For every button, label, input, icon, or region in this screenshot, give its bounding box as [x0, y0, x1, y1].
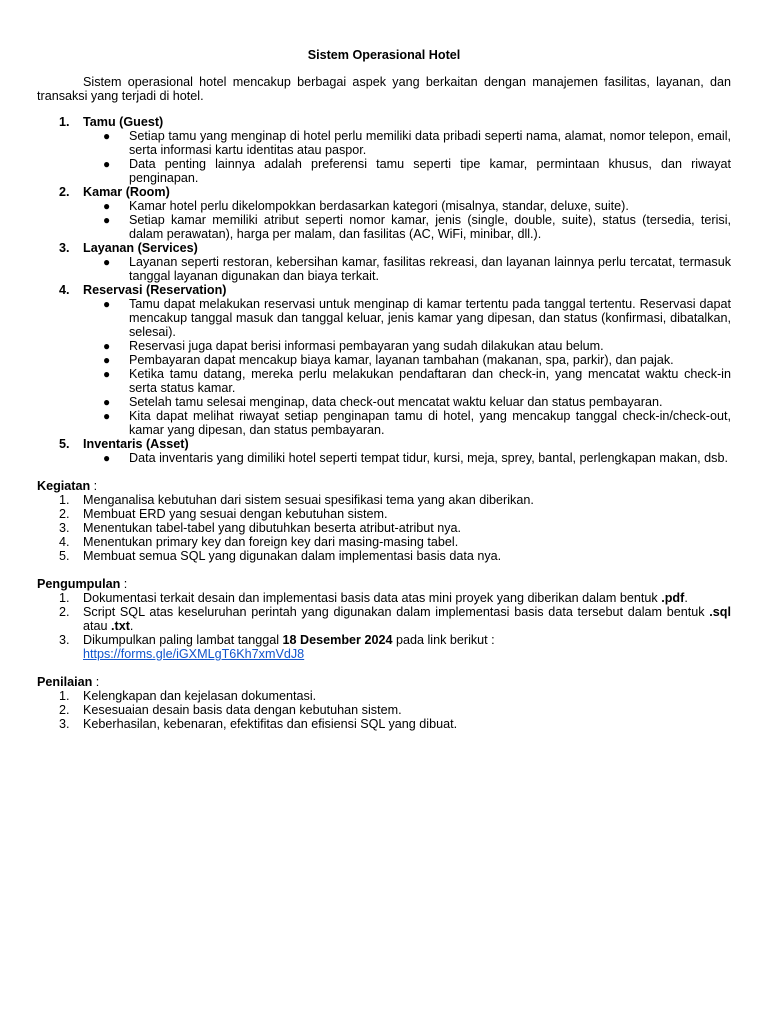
bullet-icon: ●	[103, 199, 111, 213]
entity-title: Reservasi (Reservation)	[83, 283, 227, 297]
item-text: Kelengkapan dan kejelasan dokumentasi.	[83, 689, 317, 703]
bullet-item	[83, 339, 731, 353]
entity-item	[37, 241, 731, 283]
bullet-text: Reservasi juga dapat berisi informasi pembayaran yang sudah dilakukan atau belum.	[129, 339, 604, 353]
pengumpulan-list	[37, 591, 731, 661]
entity-title: Inventaris (Asset)	[83, 437, 189, 451]
penilaian-label: Penilaian	[37, 675, 93, 689]
item-text: Keberhasilan, kebenaran, efektifitas dan efisiensi SQL yang dibuat.	[83, 717, 458, 731]
bullet-icon: ●	[103, 255, 111, 269]
submission-link[interactable]: https://forms.gle/iGXMLgT6Kh7xmVdJ8	[83, 647, 305, 661]
entity-item	[37, 185, 731, 241]
list-item	[37, 521, 731, 535]
entity-number: 5.	[59, 437, 70, 451]
pengumpulan-section	[37, 577, 731, 661]
bullet-item	[83, 395, 731, 409]
item-end: .	[684, 591, 688, 605]
entity-number: 2.	[59, 185, 70, 199]
bullet-item	[83, 409, 731, 437]
item-number: 3.	[59, 633, 70, 647]
entity-list	[37, 115, 731, 465]
bullet-list	[83, 451, 731, 465]
bullet-item	[83, 367, 731, 395]
bullet-icon: ●	[103, 213, 111, 227]
bullet-icon: ●	[103, 451, 111, 465]
bullet-icon: ●	[103, 367, 111, 381]
bullet-text: Kita dapat melihat riwayat setiap penginapan tamu di hotel, yang mencakup tanggal check-in/check-out, kamar yang dipesan, dan status pembayaran.	[129, 409, 731, 437]
bullet-icon: ●	[103, 129, 111, 143]
item-number: 4.	[59, 535, 70, 549]
bullet-text: Tamu dapat melakukan reservasi untuk menginap di kamar tertentu pada tanggal tertentu. Reservasi dapat mencakup tanggal masuk dan tanggal keluar, jenis kamar yang dipesan, dan status (konfirmasi, dibatalkan, selesai).	[129, 297, 731, 339]
bullet-text: Ketika tamu datang, mereka perlu melakukan pendaftaran dan check-in, yang mencatat waktu check-in serta status kamar.	[129, 367, 731, 395]
bullet-text: Data inventaris yang dimiliki hotel seperti tempat tidur, kursi, meja, sprey, bantal, perlengkapan makan, dsb.	[129, 451, 728, 465]
bullet-icon: ●	[103, 339, 111, 353]
entity-title: Layanan (Services)	[83, 241, 198, 255]
list-item	[37, 703, 731, 717]
item-end: .	[129, 619, 134, 633]
bullet-icon: ●	[103, 157, 111, 171]
item-after: pada link berikut :	[392, 633, 495, 647]
document-title: Sistem Operasional Hotel	[307, 48, 461, 62]
entity-item	[37, 437, 731, 465]
penilaian-list	[37, 689, 731, 731]
entity-item	[37, 115, 731, 185]
kegiatan-list	[37, 493, 731, 563]
entity-item	[37, 283, 731, 437]
format-txt: .txt	[111, 619, 130, 633]
list-item	[37, 717, 731, 731]
list-item	[37, 507, 731, 521]
bullet-text: Kamar hotel perlu dikelompokkan berdasarkan kategori (misalnya, standar, deluxe, suite).	[129, 199, 629, 213]
pengumpulan-heading	[37, 577, 731, 591]
item-text: Dikumpulkan paling lambat tanggal	[83, 633, 283, 647]
bullet-icon: ●	[103, 395, 111, 409]
entity-title: Kamar (Room)	[83, 185, 170, 199]
item-number: 1.	[59, 591, 70, 605]
bullet-item	[83, 157, 731, 185]
list-item	[37, 535, 731, 549]
bullet-list	[83, 255, 731, 283]
item-number: 1.	[59, 689, 70, 703]
bullet-text: Data penting lainnya adalah preferensi tamu seperti tipe kamar, permintaan khusus, dan riwayat penginapan.	[129, 157, 731, 185]
pengumpulan-label: Pengumpulan	[37, 577, 121, 591]
bullet-item	[83, 297, 731, 339]
bullet-text: Setelah tamu selesai menginap, data check-out mencatat waktu keluar dan status pembayaran.	[129, 395, 663, 409]
item-number: 2.	[59, 605, 70, 619]
pengumpulan-sep: :	[120, 577, 128, 591]
bullet-item	[83, 129, 731, 157]
item-text: Membuat ERD yang sesuai dengan kebutuhan sistem.	[83, 507, 388, 521]
format-sql: .sql	[709, 605, 731, 619]
entity-number: 4.	[59, 283, 70, 297]
bullet-list	[83, 199, 731, 241]
bullet-icon: ●	[103, 409, 111, 423]
bullet-item	[83, 213, 731, 241]
kegiatan-heading	[37, 479, 731, 493]
bullet-list	[83, 129, 731, 185]
intro-paragraph: Sistem operasional hotel mencakup berbagai aspek yang berkaitan dengan manajemen fasilitas, layanan, dan transaksi yang terjadi di hotel.	[37, 75, 731, 103]
kegiatan-section	[37, 479, 731, 563]
list-item	[37, 591, 731, 605]
list-item	[37, 605, 731, 633]
item-text: Membuat semua SQL yang digunakan dalam implementasi basis data nya.	[83, 549, 502, 563]
penilaian-heading	[37, 675, 731, 689]
item-text: Dokumentasi terkait desain dan implementasi basis data atas mini proyek yang diberikan dalam bentuk	[83, 591, 662, 605]
item-mid: atau	[83, 619, 112, 633]
list-item	[37, 689, 731, 703]
format-pdf: .pdf	[661, 591, 685, 605]
entity-number: 1.	[59, 115, 70, 129]
bullet-text: Setiap tamu yang menginap di hotel perlu memiliki data pribadi seperti nama, alamat, nomor telepon, email, serta informasi kartu identitas atau paspor.	[129, 129, 731, 157]
bullet-item	[83, 255, 731, 283]
list-item	[37, 633, 731, 661]
bullet-icon: ●	[103, 353, 111, 367]
kegiatan-sep: :	[90, 479, 98, 493]
bullet-item	[83, 353, 731, 367]
item-number: 2.	[59, 507, 70, 521]
bullet-icon: ●	[103, 297, 111, 311]
item-number: 2.	[59, 703, 70, 717]
item-number: 3.	[59, 521, 70, 535]
bullet-item	[83, 451, 731, 465]
bullet-item	[83, 199, 731, 213]
bullet-list	[83, 297, 731, 437]
bullet-text: Setiap kamar memiliki atribut seperti nomor kamar, jenis (single, double, suite), status (tersedia, terisi, dalam perawatan), harga per malam, dan fasilitas (AC, WiFi, minibar, dll.).	[129, 213, 731, 241]
kegiatan-label: Kegiatan	[37, 479, 91, 493]
entity-title: Tamu (Guest)	[83, 115, 164, 129]
list-item	[37, 493, 731, 507]
bullet-text: Pembayaran dapat mencakup biaya kamar, layanan tambahan (makanan, spa, parkir), dan pajak.	[129, 353, 674, 367]
item-number: 1.	[59, 493, 70, 507]
entity-number: 3.	[59, 241, 70, 255]
item-text: Menganalisa kebutuhan dari sistem sesuai spesifikasi tema yang akan diberikan.	[83, 493, 534, 507]
penilaian-section	[37, 675, 731, 731]
penilaian-sep: :	[92, 675, 100, 689]
bullet-text: Layanan seperti restoran, kebersihan kamar, fasilitas rekreasi, dan layanan lainnya perlu tercatat, termasuk tanggal layanan digunakan dan biaya terkait.	[129, 255, 731, 283]
item-text: Kesesuaian desain basis data dengan kebutuhan sistem.	[83, 703, 402, 717]
item-number: 5.	[59, 549, 70, 563]
deadline-date: 18 Desember 2024	[282, 633, 393, 647]
item-number: 3.	[59, 717, 70, 731]
item-text: Menentukan tabel-tabel yang dibutuhkan beserta atribut-atribut nya.	[83, 521, 462, 535]
item-text: Script SQL atas keseluruhan perintah yang digunakan dalam implementasi basis data tersebut dalam bentuk	[83, 605, 710, 619]
list-item	[37, 549, 731, 563]
item-text: Menentukan primary key dan foreign key dari masing-masing tabel.	[83, 535, 459, 549]
